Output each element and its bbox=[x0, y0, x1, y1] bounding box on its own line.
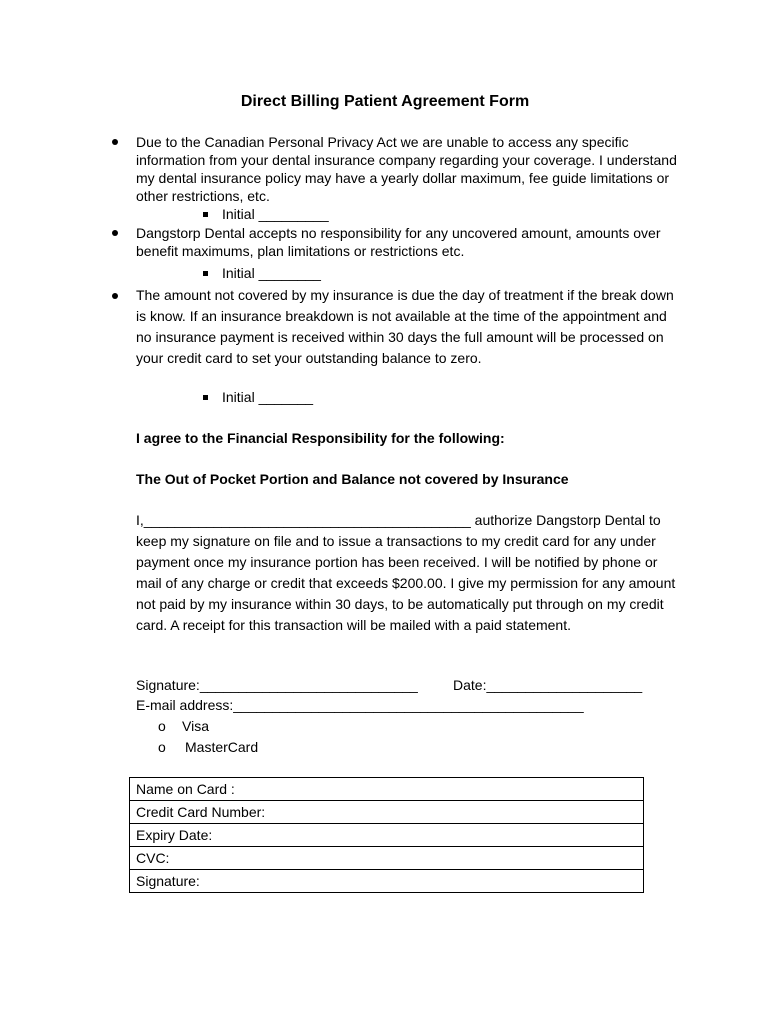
email-field[interactable]: E-mail address:_____________________________________________ bbox=[136, 697, 584, 713]
table-row[interactable] bbox=[130, 847, 644, 870]
bullet-icon bbox=[112, 230, 118, 236]
table-row[interactable] bbox=[130, 778, 644, 801]
initial-field-1[interactable] bbox=[203, 205, 329, 223]
cvc-cell[interactable]: CVC: bbox=[130, 847, 644, 870]
initial-label: Initial ________ bbox=[222, 265, 321, 281]
expiry-date-cell[interactable]: Expiry Date: bbox=[130, 824, 644, 847]
card-number-cell[interactable]: Credit Card Number: bbox=[130, 801, 644, 824]
table-row[interactable] bbox=[130, 824, 644, 847]
initial-field-2[interactable] bbox=[203, 264, 321, 282]
bullet-icon bbox=[112, 293, 118, 299]
bullet-icon bbox=[112, 139, 118, 145]
table-row[interactable] bbox=[130, 870, 644, 893]
date-field[interactable]: Date:____________________ bbox=[453, 677, 643, 693]
agree-heading: I agree to the Financial Responsibility for the following: bbox=[136, 430, 505, 446]
radio-circle-icon: o bbox=[158, 739, 166, 755]
square-bullet-icon bbox=[203, 271, 208, 276]
signature-field[interactable]: Signature:____________________________ bbox=[136, 677, 418, 693]
bullet-item-payment-due bbox=[136, 285, 684, 369]
portion-heading: The Out of Pocket Portion and Balance not covered by Insurance bbox=[136, 471, 569, 487]
square-bullet-icon bbox=[203, 212, 208, 217]
table-row[interactable] bbox=[130, 801, 644, 824]
credit-card-table bbox=[129, 777, 644, 893]
initial-label: Initial _________ bbox=[222, 206, 329, 222]
option-label: Visa bbox=[182, 718, 209, 734]
card-signature-cell[interactable]: Signature: bbox=[130, 870, 644, 893]
page-title: Direct Billing Patient Agreement Form bbox=[240, 93, 530, 110]
option-label: MasterCard bbox=[185, 739, 259, 755]
bullet-text: The amount not covered by my insurance is due the day of treatment if the break down is know. If an insurance breakdown is not available at the time of the appointment and no insurance payment is received within 30 days the full amount will be processed on your credit card to set your outstanding balance to zero. bbox=[136, 287, 674, 366]
card-option-visa[interactable] bbox=[158, 718, 209, 734]
bullet-item-responsibility bbox=[136, 224, 684, 260]
bullet-text: Dangstorp Dental accepts no responsibility for any uncovered amount, amounts over benefit maximums, plan limitations or restrictions etc. bbox=[136, 225, 661, 259]
authorization-paragraph: I,__________________________________________ authorize Dangstorp Dental to keep my signature on file and to issue a transactions to my credit card for any under payment once my insurance portion has been received. I will be notified by phone or mail of any charge or credit that exceeds $200.00. I give my permission for any amount not paid by my insurance within 30 days, to be automatically put through on my credit card. A receipt for this transaction will be mailed with a paid statement. bbox=[136, 512, 676, 633]
bullet-text: Due to the Canadian Personal Privacy Act we are unable to access any specific information from your dental insurance company regarding your coverage. I understand my dental insurance policy may have a yearly dollar maximum, fee guide limitations or other restrictions, etc. bbox=[136, 134, 677, 204]
bullet-item-privacy bbox=[136, 133, 684, 205]
name-on-card-cell[interactable]: Name on Card : bbox=[130, 778, 644, 801]
radio-circle-icon: o bbox=[158, 718, 166, 734]
card-option-mastercard[interactable] bbox=[158, 739, 258, 755]
initial-label: Initial _______ bbox=[222, 389, 314, 405]
square-bullet-icon bbox=[203, 395, 208, 400]
initial-field-3[interactable] bbox=[203, 388, 313, 406]
